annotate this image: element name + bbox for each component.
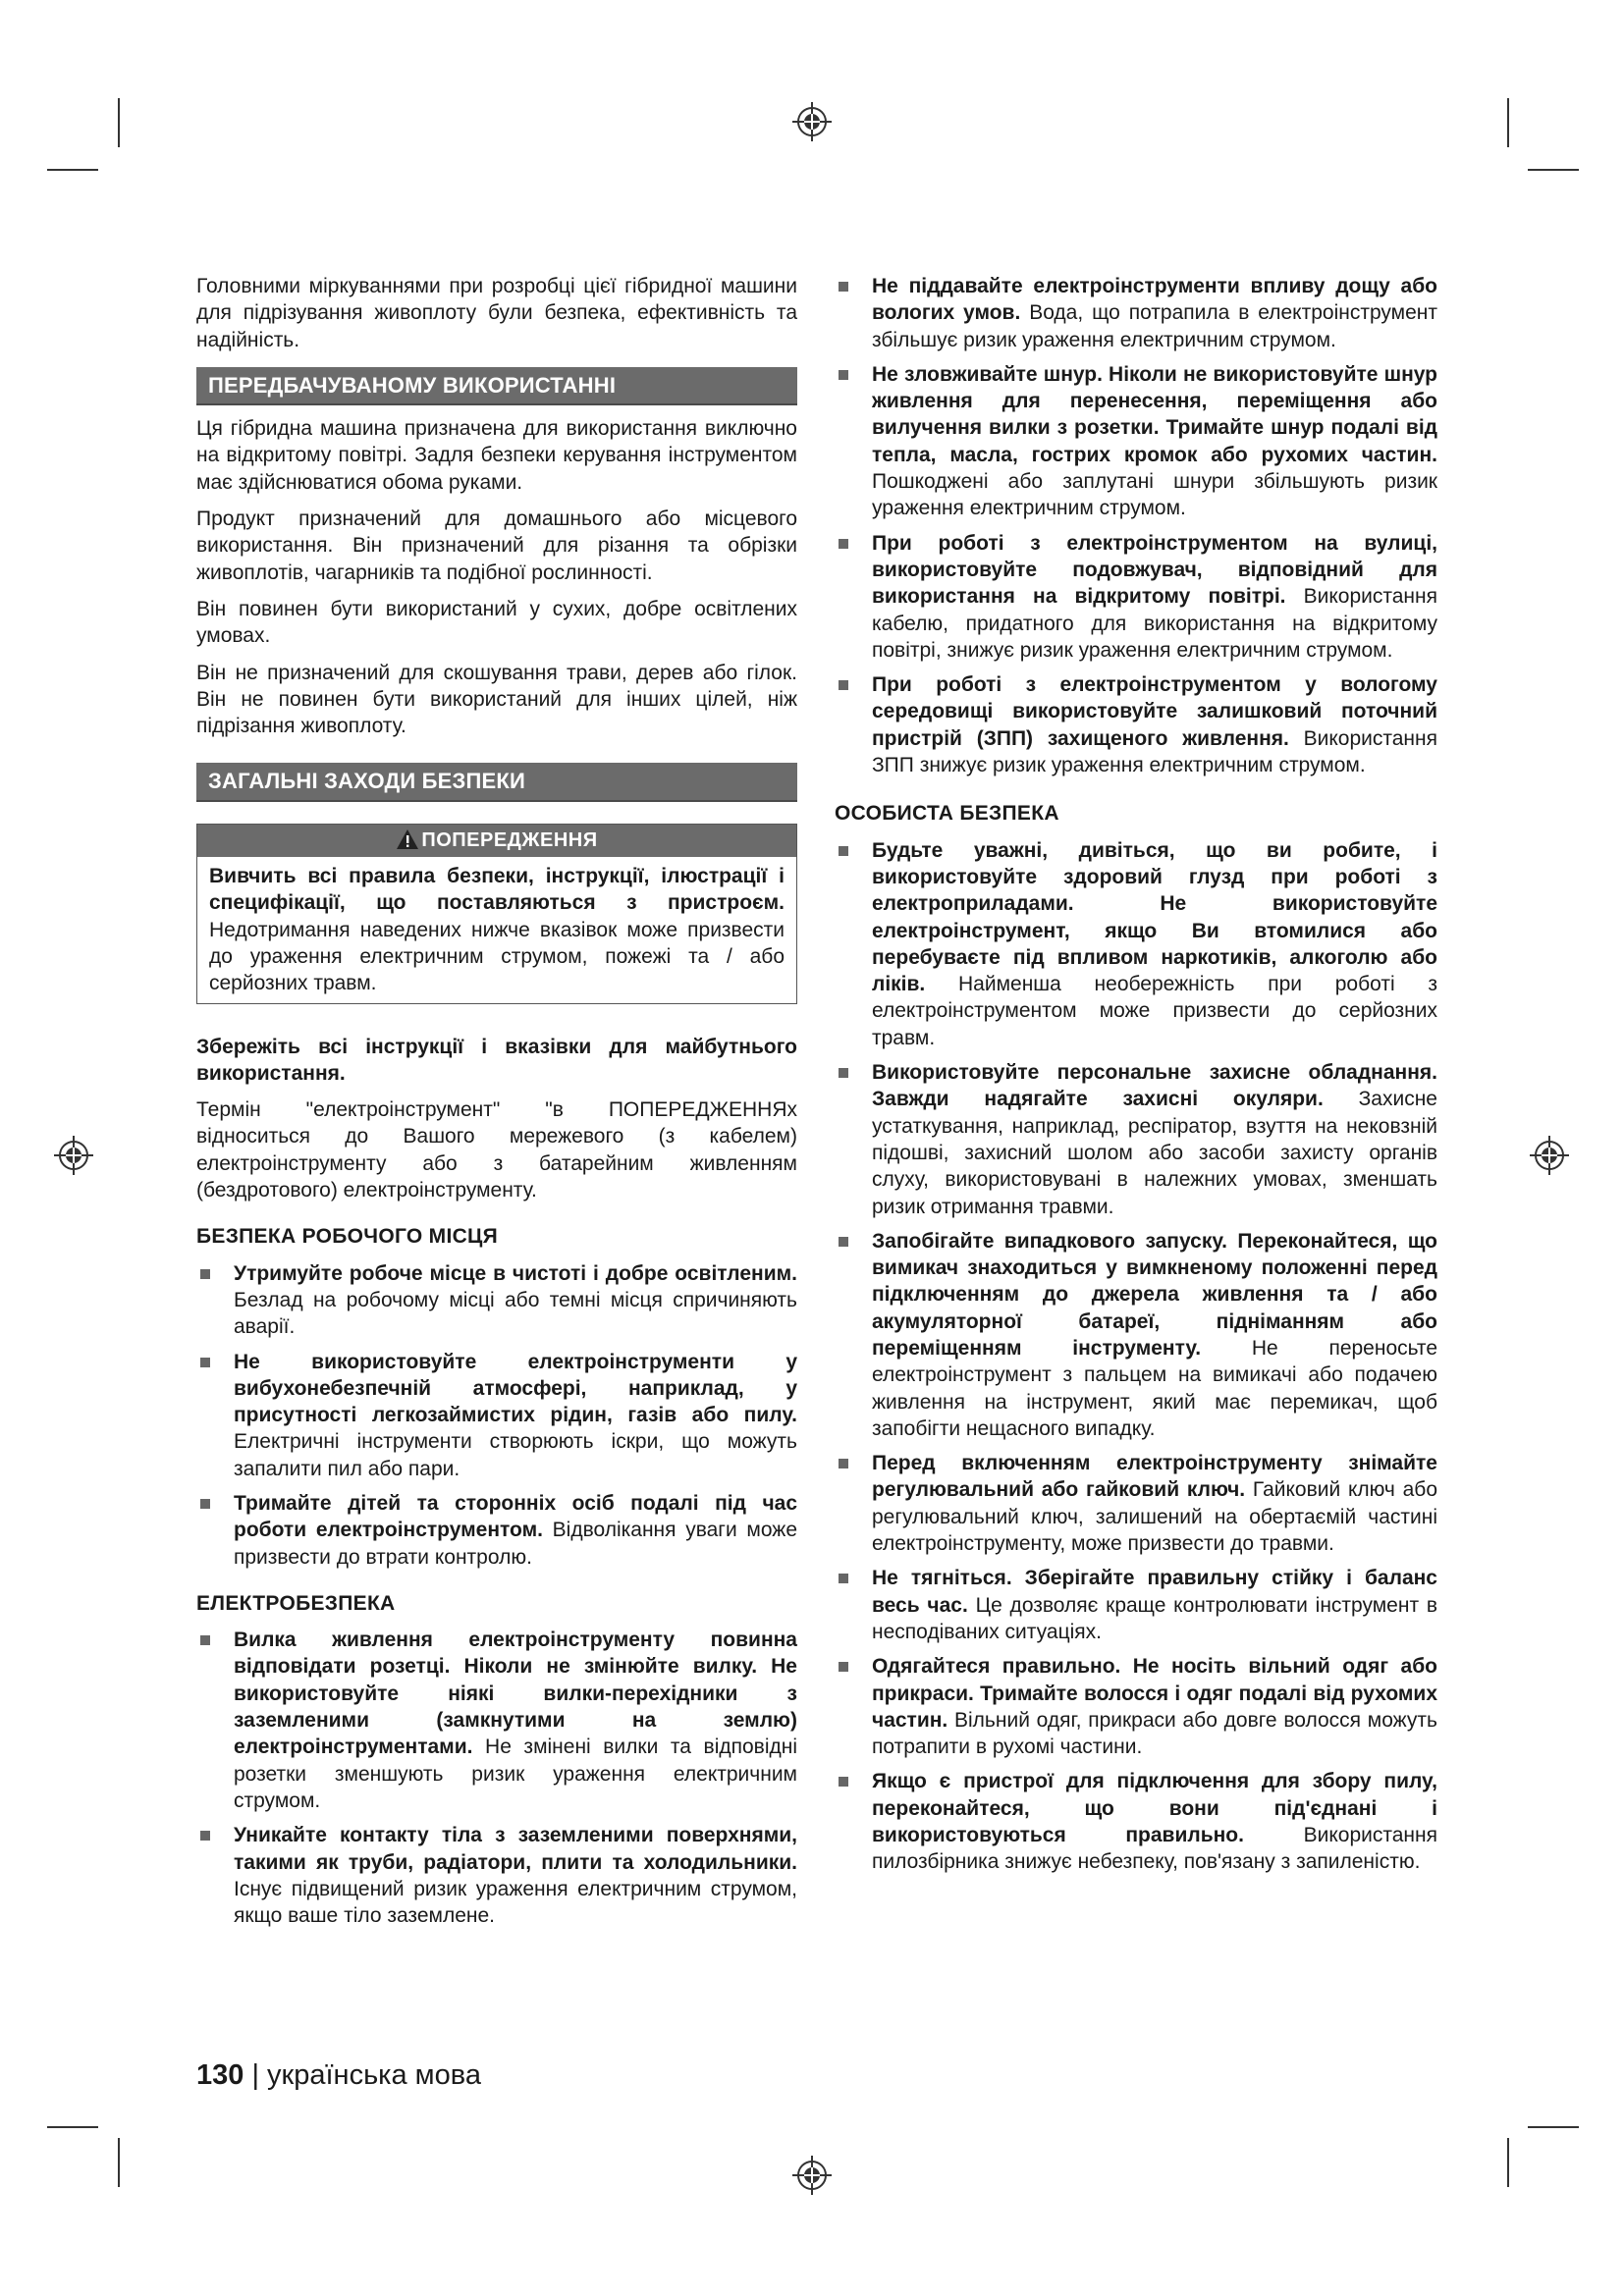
list-item: Будьте уважні, дивіться, що ви робите, і використовуйте здоровий глузд при роботі з електроприладами. Не використовуйте електроінструмент, якщо Ви втомилися або перебуваєте під впливом наркотиків, алкоголю або ліків. Найменша необережність при роботі з електроінструментом може призвести до серйозних травм. bbox=[835, 837, 1437, 1051]
keep-instructions-note: Збережіть всі інструкції і вказівки для майбутнього використання. bbox=[196, 1035, 797, 1085]
general-safety-heading: ЗАГАЛЬНІ ЗАХОДИ БЕЗПЕКИ bbox=[196, 763, 797, 801]
list-item: Тримайте дітей та сторонніх осіб подалі під час роботи електроінструментом. Відволікання уваги може призвести до втрати контролю. bbox=[196, 1490, 797, 1571]
list-item: Не зловживайте шнур. Ніколи не використовуйте шнур живлення для перенесення, переміщення або вилучення вилки з розетки. Тримайте шнур подалі від тепла, масла, гострих кромок або рухомих частин. Пошкоджені або заплутані шнури збільшують ризик ураження електричним струмом. bbox=[835, 361, 1437, 522]
warning-bold-text: Вивчить всі правила безпеки, інструкції, ілюстрації і специфікації, що поставляються з пристроєм. bbox=[209, 865, 785, 915]
intended-use-paragraph: Продукт призначений для домашнього або місцевого використання. Він призначений для різання та обрізки живоплотів, чагарників та подібної рослинності. bbox=[196, 507, 797, 584]
crop-mark bbox=[118, 2138, 120, 2187]
footer-language: українська мова bbox=[267, 2059, 481, 2091]
intended-use-paragraph: Він не призначений для скошування трави, дерев або гілок. Він не повинен бути використаний для інших цілей, ніж підрізання живоплоту. bbox=[196, 661, 797, 738]
electrical-heading: ЕЛЕКТРОБЕЗПЕКА bbox=[196, 1591, 396, 1615]
list-item: Використовуйте персональне захисне обладнання. Завжди надягайте захисні окуляри. Захисне устаткування, наприклад, респіратор, взуття на нековзній підошві, захисний шолом або засоби захисту органів слуху, використовувані в належних умовах, зменшать ризик отримання травми. bbox=[835, 1059, 1437, 1220]
term-definition: Термін "електроінструмент" "в ПОПЕРЕДЖЕННЯх відноситься до Вашого мережевого (з кабелем) електроінструменту або з батарейним живленням (бездротового) електроінструменту. bbox=[196, 1098, 797, 1202]
crop-mark bbox=[47, 2126, 98, 2128]
registration-mark-icon bbox=[1529, 1135, 1570, 1176]
intro-paragraph: Головними міркуваннями при розробці цієї гібридної машини для підрізування живоплоту були безпека, ефективність та надійність. bbox=[196, 275, 797, 351]
left-column bbox=[196, 273, 797, 1937]
page-footer bbox=[196, 2059, 481, 2092]
warning-box bbox=[196, 824, 797, 1004]
warning-text: Недотримання наведених нижче вказівок може призвести до ураження електричним струмом, пожежі та / або серйозних травм. bbox=[209, 918, 785, 995]
crop-mark bbox=[118, 98, 120, 147]
crop-mark bbox=[1507, 98, 1509, 147]
list-item: Не використовуйте електроінструменти у вибухонебезпечній атмосфері, наприклад, у присутності легкозаймистих рідин, газів або пилу. Електричні інструменти створюють іскри, що можуть запалити пил або пари. bbox=[196, 1349, 797, 1482]
intended-use-paragraph: Він повинен бути використаний у сухих, добре освітлених умовах. bbox=[196, 597, 797, 648]
crop-mark bbox=[1528, 2126, 1579, 2128]
electrical-list-continued bbox=[835, 273, 1437, 778]
crop-mark bbox=[1507, 2138, 1509, 2187]
work-area-heading: БЕЗПЕКА РОБОЧОГО МІСЦЯ bbox=[196, 1225, 499, 1249]
warning-body bbox=[197, 857, 796, 1002]
crop-mark bbox=[47, 169, 98, 171]
registration-mark-icon bbox=[53, 1135, 94, 1176]
crop-mark bbox=[1528, 169, 1579, 171]
list-item: При роботі з електроінструментом на вулиці, використовуйте подовжувач, відповідний для використання на відкритому повітрі. Використання кабелю, придатного для використання на відкритому повітрі, знижує ризик ураження електричним струмом. bbox=[835, 530, 1437, 664]
electrical-list bbox=[196, 1627, 797, 1929]
intended-use-heading: ПЕРЕДБАЧУВАНОМУ ВИКОРИСТАННІ bbox=[196, 367, 797, 405]
warning-triangle-icon bbox=[396, 828, 419, 850]
page-number: 130 bbox=[196, 2059, 244, 2091]
personal-safety-heading: ОСОБИСТА БЕЗПЕКА bbox=[835, 802, 1059, 826]
list-item: Утримуйте робоче місце в чистоті і добре освітленим. Безлад на робочому місці або темні місця спричиняють аварії. bbox=[196, 1260, 797, 1341]
list-item: Перед включенням електроінструменту знімайте регулювальний або гайковий ключ. Гайковий ключ або регулювальний ключ, залишений на обертаємій частині електроінструменту, може призвести до травми. bbox=[835, 1450, 1437, 1557]
right-column bbox=[835, 273, 1437, 1884]
list-item: Одягайтеся правильно. Не носіть вільний одяг або прикраси. Тримайте волосся і одяг подалі від рухомих частин. Вільний одяг, прикраси або довге волосся можуть потрапити в рухомі частини. bbox=[835, 1653, 1437, 1760]
list-item: Якщо є пристрої для підключення для збору пилу, переконайтеся, що вони під'єднані і використовуються правильно. Використання пилозбірника знижує небезпеку, пов'язану з запиленістю. bbox=[835, 1768, 1437, 1875]
list-item: Уникайте контакту тіла з заземленими поверхнями, такими як труби, радіатори, плити та холодильники. Існує підвищений ризик ураження електричним струмом, якщо ваше тіло заземлене. bbox=[196, 1822, 797, 1929]
warning-header bbox=[197, 825, 796, 857]
personal-safety-list bbox=[835, 837, 1437, 1876]
list-item: Запобігайте випадкового запуску. Переконайтеся, що вимикач знаходиться у вимкненому положенні перед підключенням до джерела живлення та / або акумуляторної батареї, підніманням або переміщенням інструменту. Не переносьте електроінструмент з пальцем на вимикачі або подачею живлення на інструмент, який має перемикач, щоб запобігти нещасного випадку. bbox=[835, 1228, 1437, 1442]
intended-use-paragraph: Ця гібридна машина призначена для використання виключно на відкритому повітрі. Задля безпеки керування інструментом має здійснюватися обома руками. bbox=[196, 417, 797, 494]
list-item: Вилка живлення електроінструменту повинна відповідати розетці. Ніколи не змінюйте вилку. Не використовуйте ніякі вилки-перехідники з заземленими (замкнутими на землю) електроінструментами. Не змінені вилки та відповідні розетки зменшують ризик ураження електричним струмом. bbox=[196, 1627, 797, 1814]
list-item: Не піддавайте електроінструменти впливу дощу або вологих умов. Вода, що потрапила в електроінструмент збільшує ризик ураження електричним струмом. bbox=[835, 273, 1437, 353]
footer-separator: | bbox=[244, 2059, 268, 2091]
warning-title: ПОПЕРЕДЖЕННЯ bbox=[421, 828, 598, 851]
list-item: Не тягніться. Зберігайте правильну стійку і баланс весь час. Це дозволяє краще контролювати інструмент в несподіваних ситуаціях. bbox=[835, 1565, 1437, 1645]
work-area-list bbox=[196, 1260, 797, 1571]
registration-mark-icon bbox=[791, 2155, 833, 2196]
registration-mark-icon bbox=[791, 101, 833, 142]
list-item: При роботі з електроінструментом у вологому середовищі використовуйте залишковий поточний пристрій (ЗПП) захищеного живлення. Використання ЗПП знижує ризик ураження електричним струмом. bbox=[835, 671, 1437, 778]
